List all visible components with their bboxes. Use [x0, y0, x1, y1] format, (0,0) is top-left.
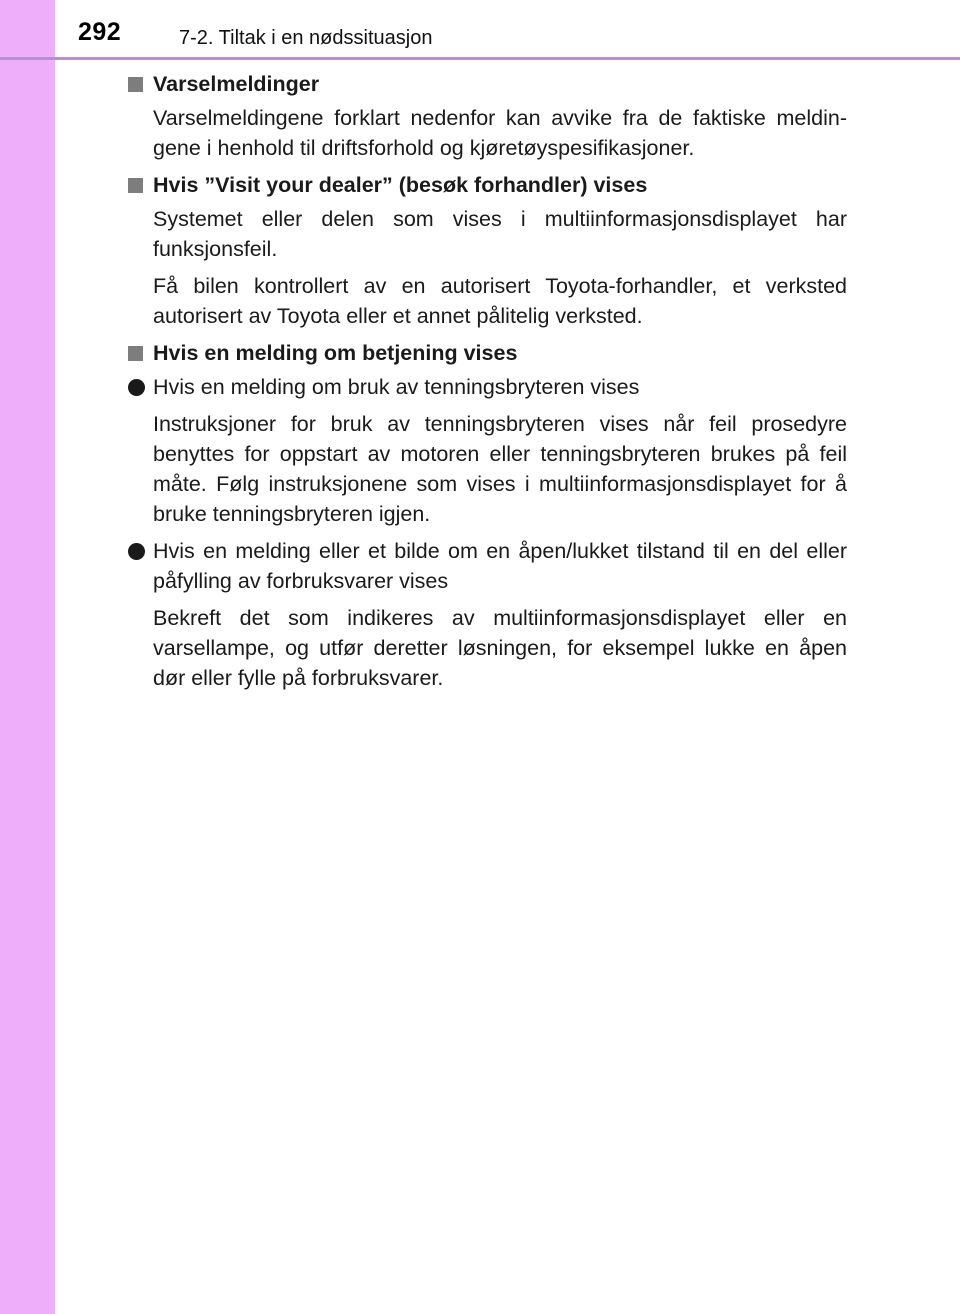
paragraph: Bekreft det som indikeres av multiinformasjonsdisplayet eller en varsellampe, og utfør deretter løsningen, for eksempel lukke en åpen dør eller fylle på forbruksvarer. [153, 606, 847, 690]
page-content [128, 69, 847, 700]
page-number: 292 [78, 18, 122, 46]
bullet-text: Hvis en melding om bruk av tenningsbryteren vises [153, 375, 640, 399]
round-bullet-icon [128, 379, 145, 396]
heading-betjening [128, 338, 847, 368]
heading-visit-dealer [128, 170, 847, 200]
section-title: 7-2. Tiltak i en nødssituasjon [179, 27, 433, 49]
list-item [128, 372, 847, 402]
square-bullet-icon [128, 77, 143, 92]
paragraph: Systemet eller delen som vises i multiinformasjonsdisplayet har funksjonsfeil. [153, 207, 847, 261]
heading-text: Hvis ”Visit your dealer” (besøk forhandler) vises [153, 173, 648, 197]
bullet-text: Hvis en melding eller et bilde om en åpen/lukket tilstand til en del eller påfylling av forbruksvarer vises [153, 539, 847, 593]
heading-text: Varselmeldinger [153, 72, 320, 96]
paragraph: Få bilen kontrollert av en autorisert Toyota-forhandler, et verksted autorisert av Toyota eller et annet pålitelig verksted. [153, 274, 847, 328]
paragraph: Varselmeldingene forklart nedenfor kan avvike fra de faktiske meldingene i henhold til driftsforhold og kjøretøyspesifikasjoner. [153, 106, 847, 160]
round-bullet-icon [128, 543, 145, 560]
heading-text: Hvis en melding om betjening vises [153, 341, 518, 365]
heading-varselmeldinger [128, 69, 847, 99]
list-item [128, 536, 847, 596]
header-rule [0, 57, 960, 60]
paragraph: Instruksjoner for bruk av tenningsbryteren vises når feil prosedyre benyttes for oppstart av motoren eller tenningsbryteren brukes på feil måte. Følg instruksjonene som vises i multiinformasjonsdisplayet for å bruke tenningsbryteren igjen. [153, 412, 847, 526]
square-bullet-icon [128, 178, 143, 193]
square-bullet-icon [128, 346, 143, 361]
side-color-strip [0, 0, 55, 1314]
